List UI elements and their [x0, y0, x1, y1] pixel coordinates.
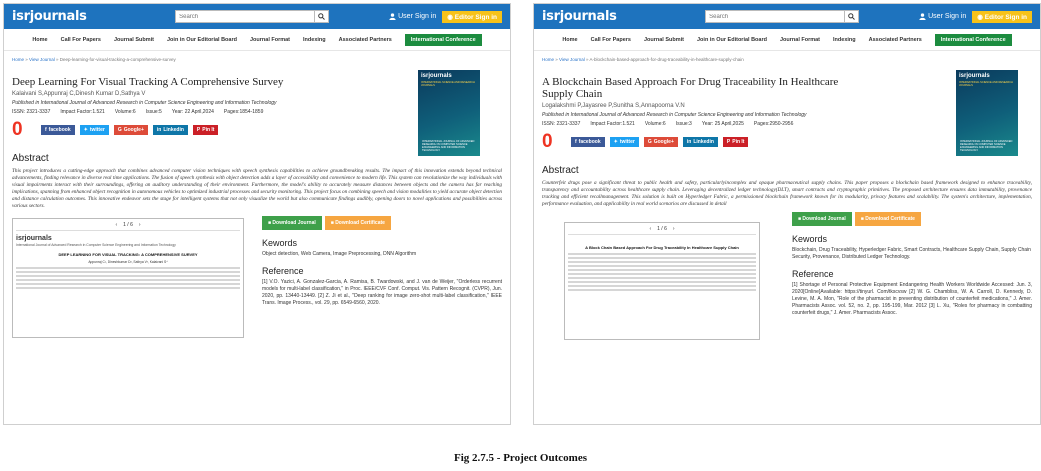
nav-journal-format[interactable]: Journal Format	[779, 36, 821, 43]
pdf-title: A Block Chain Based Approach For Drug Traceability In Healthcare Supply Chain	[585, 245, 739, 250]
pdf-text-lines	[16, 267, 240, 289]
nav-home[interactable]: Home	[32, 36, 48, 43]
download-certificate-label: Download Certificate	[335, 220, 385, 226]
share-count: 0	[542, 131, 553, 152]
user-signin-link[interactable]	[389, 13, 436, 20]
right-column	[262, 216, 502, 307]
article-header	[534, 73, 1040, 153]
facebook-label: facebook	[578, 139, 601, 145]
nav-associated-partners[interactable]: Associated Partners	[338, 36, 392, 43]
pdf-title: DEEP LEARNING FOR VISUAL TRACKING: A COMPREHENSIVE SURVEY	[58, 252, 198, 257]
article-authors: Kalaivani S,Appunraj C,Dinesh Kumar D,Sathya V	[12, 91, 146, 97]
breadcrumb-home[interactable]: Home	[12, 57, 25, 62]
search-box	[175, 10, 329, 23]
cover-top-text: INTERNATIONAL SCIENCE AND RESEARCH JOURNALS	[421, 81, 475, 87]
screenshot-right	[533, 3, 1041, 425]
cover-bottom-text: INTERNATIONAL JOURNAL OF ADVANCED RESEARCH IN COMPUTER SCIENCE ENGINEERING AND INFORMATION TECHNOLOGY	[422, 140, 475, 152]
pdf-viewer[interactable]	[564, 222, 760, 340]
facebook-share-button[interactable]	[41, 125, 75, 135]
pdf-viewer[interactable]	[12, 218, 244, 338]
impact-factor: Impact Factor:1.521	[60, 109, 105, 115]
download-certificate-label: Download Certificate	[865, 216, 915, 222]
cover-bottom-text: INTERNATIONAL JOURNAL OF ADVANCED RESEARCH IN COMPUTER SCIENCE ENGINEERING AND INFORMATION TECHNOLOGY	[960, 140, 1013, 152]
download-certificate-button[interactable]	[325, 216, 391, 230]
screenshot-left	[3, 3, 511, 425]
google-plus-label: Google+	[653, 139, 674, 145]
abstract-text: This project introduces a cutting-edge approach that combines advanced computer vision techniques with speech synthesis capabilities to achieve groundbreaking results. The impact of this innovation extends beyond technical advancements, finding relevance in diverse real time applications. The fusion of speech synthesis with object detection adds a layer of accessibility and convenience to modern life. This system can revolutionize the way individuals with visual impairments interact with their surroundings, offering an auditory understanding of their environment. Furthermore, the model's ability to accurately measure distances between objects and the camera has far reaching implications, spanning from enhanced object recognition in autonomous vehicles to optimized industrial processes and security monitoring. This project focus on combining speech and vision modalities to yield accurate object detection and distance calculation outcomes. This innovative endeavor sets the stage for intelligent systems that not only visualize the world but also communicate findings audibly, opening doors to novel applications and possibilities across various sectors.	[12, 168, 502, 209]
year: Year: 22 April,2024	[171, 109, 214, 115]
pages: Pages:2950-2956	[753, 121, 794, 127]
twitter-share-button[interactable]	[610, 137, 639, 147]
nav-call-for-papers[interactable]: Call For Papers	[590, 36, 631, 43]
share-count: 0	[12, 119, 23, 140]
facebook-label: facebook	[48, 127, 71, 133]
search-icon	[318, 13, 325, 20]
cover-logo: isrjournals	[959, 73, 990, 79]
download-icon: ■	[860, 216, 864, 222]
pdf-page-indicator: 1 / 6	[657, 226, 667, 232]
search-button[interactable]	[845, 10, 859, 23]
download-journal-label: Download Journal	[802, 216, 846, 222]
linkedin-share-button[interactable]	[683, 137, 718, 147]
editor-signin-button[interactable]	[972, 11, 1032, 23]
nav-indexing[interactable]: Indexing	[833, 36, 856, 43]
issue: Issue:5	[145, 109, 162, 115]
download-journal-label: Download Journal	[272, 220, 316, 226]
nav-call-for-papers[interactable]: Call For Papers	[60, 36, 101, 43]
search-icon	[848, 13, 855, 20]
search-button[interactable]	[315, 10, 329, 23]
download-journal-button[interactable]	[262, 216, 322, 230]
pdf-page-indicator: 1 / 6	[123, 222, 133, 228]
top-bar	[534, 4, 1040, 29]
site-logo[interactable]: isrjournals	[542, 9, 617, 24]
nav-editorial-board[interactable]: Join in Our Editorial Board	[167, 36, 237, 43]
nav-associated-partners[interactable]: Associated Partners	[868, 36, 922, 43]
linkedin-icon: in	[156, 127, 162, 133]
facebook-share-button[interactable]	[571, 137, 605, 147]
facebook-icon: f	[575, 139, 577, 145]
main-nav	[4, 29, 510, 51]
google-plus-icon: G	[647, 139, 652, 145]
nav-home[interactable]: Home	[562, 36, 578, 43]
keywords-heading: Kewords	[262, 238, 298, 248]
editor-signin-button[interactable]	[442, 11, 502, 23]
pinterest-label: Pin It	[732, 139, 745, 145]
twitter-icon: ✦	[613, 139, 618, 145]
download-journal-button[interactable]	[792, 212, 852, 226]
reference-heading: Reference	[792, 269, 834, 279]
nav-international-conference[interactable]: International Conference	[935, 34, 1012, 46]
issue: Issue:3	[675, 121, 692, 127]
breadcrumb: Home » View Journal » A-blockchain-based-approach-for-drug-traceability-in-healthcare-supply-chain	[542, 57, 744, 62]
impact-factor: Impact Factor:1.521	[590, 121, 635, 127]
download-row	[262, 216, 502, 230]
facebook-icon: f	[45, 127, 47, 133]
volume: Volume:6	[114, 109, 136, 115]
reference-text: [1] V.O. Yazici, A. Gonzalez-Garcia, A. Ramisa, B. Twardowski, and J. van de Weijer, "Orderless recurrent models for multi-label classification," in Proc. IEEE/CVF Conf. Comput. Vis. Pattern Recognit. (CVPR), Jun. 2020, pp. 13440-13449. [2] Z. Ji et al., "Deep ranking for image zero-shot multi-label classification," IEEE Trans. Image Process., vol. 29, pp. 6549-6560, 2020.	[262, 279, 502, 306]
user-icon	[919, 13, 926, 20]
editor-signin-label: Editor Sign in	[454, 13, 497, 21]
pdf-text-lines	[568, 253, 756, 291]
journal-cover-image	[418, 70, 480, 156]
google-plus-label: Google+	[123, 127, 144, 133]
figure-caption: Fig 2.7.5 - Project Outcomes	[454, 452, 587, 464]
keywords-text: Object detection, Web Camera, Image Preprocessing, DNN Algorithm	[262, 251, 417, 257]
breadcrumb-view-journal[interactable]: View Journal	[29, 57, 55, 62]
nav-editorial-board[interactable]: Join in Our Editorial Board	[697, 36, 767, 43]
nav-journal-submit[interactable]: Journal Submit	[643, 36, 684, 43]
user-icon	[389, 13, 396, 20]
search-input[interactable]	[175, 10, 315, 23]
pages: Pages:1854-1859	[223, 109, 264, 115]
keywords-heading: Kewords	[792, 234, 828, 244]
download-icon: ■	[268, 220, 272, 226]
pdf-next-icon[interactable]: ›	[138, 222, 141, 228]
google-plus-icon: G	[117, 127, 122, 133]
linkedin-icon: in	[686, 139, 692, 145]
nav-journal-submit[interactable]: Journal Submit	[113, 36, 154, 43]
breadcrumb-home[interactable]: Home	[542, 57, 555, 62]
article-header	[4, 73, 510, 152]
published-in: Published in International Journal of Advanced Research in Computer Science Engineering and Information Technology	[12, 100, 277, 106]
lock-icon: ◉	[977, 13, 983, 21]
search-input[interactable]	[705, 10, 845, 23]
pdf-pager	[568, 226, 756, 235]
abstract-text: Counterfeit drugs pose a significant threat to public health and safety, particularlyincomplex and opaque pharmaceutical supply chains. This paper proposes a blockchain based framework designed to enhance traceability, transparency and accountability across healthcare supply chain. Leveraging decentralized ledger technology(DLT), smart contracts and cryptographic primitives. The proposed architecture ensures data immutability, provenance tracking and efficient recallmanagement. This solution is built on Hyperledger Fabric, a permissioned blockchain framework known for its modularity, privacy features and scalability. The system's architecture, implementation, performance evaluation, and applicability in real world scenarios are discussed in detail	[542, 180, 1032, 207]
pdf-journal-name: International Journal of Advanced Research in Computer Science Engineering and Information Technology	[16, 243, 176, 247]
site-logo[interactable]: isrjournals	[12, 9, 87, 24]
twitter-label: twitter	[619, 139, 635, 145]
pinterest-share-button[interactable]	[193, 125, 219, 135]
nav-international-conference[interactable]: International Conference	[405, 34, 482, 46]
volume: Volume:6	[644, 121, 666, 127]
abstract-heading: Abstract	[12, 153, 49, 164]
journal-cover-image	[956, 70, 1018, 156]
breadcrumb-current: A-blockchain-based-approach-for-drug-traceability-in-healthcare-supply-chain	[589, 57, 744, 62]
editor-signin-label: Editor Sign in	[984, 13, 1027, 21]
pinterest-label: Pin It	[202, 127, 215, 133]
user-signin-label: User Sign in	[398, 13, 437, 20]
linkedin-label: Linkedin	[163, 127, 184, 133]
right-column	[792, 212, 1032, 317]
pdf-logo: isrjournals	[16, 235, 52, 242]
pdf-pager	[16, 222, 240, 231]
breadcrumb-current: Deep-learning-for-visual-tracking-a-comprehensive-survey	[59, 57, 176, 62]
twitter-label: twitter	[89, 127, 105, 133]
issn: ISSN: 2321-3337	[12, 109, 51, 115]
pdf-authors: Appunraj C¹, Dineshkumar D², Sathya V³, Kalaivani S⁴	[88, 260, 168, 264]
top-bar	[4, 4, 510, 29]
article-title: Deep Learning For Visual Tracking A Comprehensive Survey	[12, 76, 284, 88]
reference-text: [1] Shortage of Personal Protective Equipment Endangering Health Workers Worldwide Accessed: Jun. 3, 2020[Online]Available: https://tinyurl. Com/tkscvsw [2] W. G. Chambliss, W. A. Carroll, D. Kennedy, D. Levine, M. A. Mon, "Role of the pharmacist in preventing distribution of counterfeit medications," J. Amer. Pharmacists Assoc. vol. 52, no. 2, pp. 195-199, Mar. 2012 [3] L. Xu, "Roles for pharmacy in combatting counterfeit drugs," J. Amer. Pharmacists Assoc.	[792, 282, 1032, 316]
linkedin-share-button[interactable]	[153, 125, 188, 135]
pdf-prev-icon[interactable]: ‹	[649, 226, 652, 232]
pdf-next-icon[interactable]: ›	[672, 226, 675, 232]
pinterest-icon: P	[726, 139, 731, 145]
pinterest-icon: P	[196, 127, 201, 133]
download-certificate-button[interactable]	[855, 212, 921, 226]
published-in: Published in International Journal of Advanced Research in Computer Science Engineering and Information Technology	[542, 112, 807, 118]
reference-heading: Reference	[262, 266, 304, 276]
search-box	[705, 10, 859, 23]
issn: ISSN: 2321-3337	[542, 121, 581, 127]
main-nav	[534, 29, 1040, 51]
user-signin-label: User Sign in	[928, 13, 967, 20]
twitter-share-button[interactable]	[80, 125, 109, 135]
download-row	[792, 212, 1032, 226]
year: Year: 25 April,2025	[701, 121, 744, 127]
google-plus-share-button[interactable]	[644, 137, 678, 147]
pinterest-share-button[interactable]	[723, 137, 749, 147]
cover-logo: isrjournals	[421, 73, 452, 79]
nav-journal-format[interactable]: Journal Format	[249, 36, 291, 43]
lock-icon: ◉	[447, 13, 453, 21]
abstract-heading: Abstract	[542, 165, 579, 176]
user-signin-link[interactable]	[919, 13, 966, 20]
download-icon: ■	[330, 220, 334, 226]
linkedin-label: Linkedin	[693, 139, 714, 145]
breadcrumb: Home » View Journal » Deep-learning-for-visual-tracking-a-comprehensive-survey	[12, 57, 176, 62]
twitter-icon: ✦	[83, 127, 88, 133]
breadcrumb-view-journal[interactable]: View Journal	[559, 57, 585, 62]
cover-top-text: INTERNATIONAL SCIENCE AND RESEARCH JOURNALS	[959, 81, 1013, 87]
google-plus-share-button[interactable]	[114, 125, 148, 135]
nav-indexing[interactable]: Indexing	[303, 36, 326, 43]
keywords-text: Blockchain, Drug Traceability, Hyperledger Fabric, Smart Contracts, Healthcare Supply Chain, Supply Chain Security, Provenance, Distributed Ledger Technology.	[792, 247, 1031, 260]
pdf-prev-icon[interactable]: ‹	[115, 222, 118, 228]
article-title: A Blockchain Based Approach For Drug Traceability In Healthcare Supply Chain	[542, 76, 839, 100]
download-icon: ■	[798, 216, 802, 222]
article-authors: Logalakshmi P,Jayasree P,Sunitha S,Annapoorna V.N	[542, 103, 685, 109]
